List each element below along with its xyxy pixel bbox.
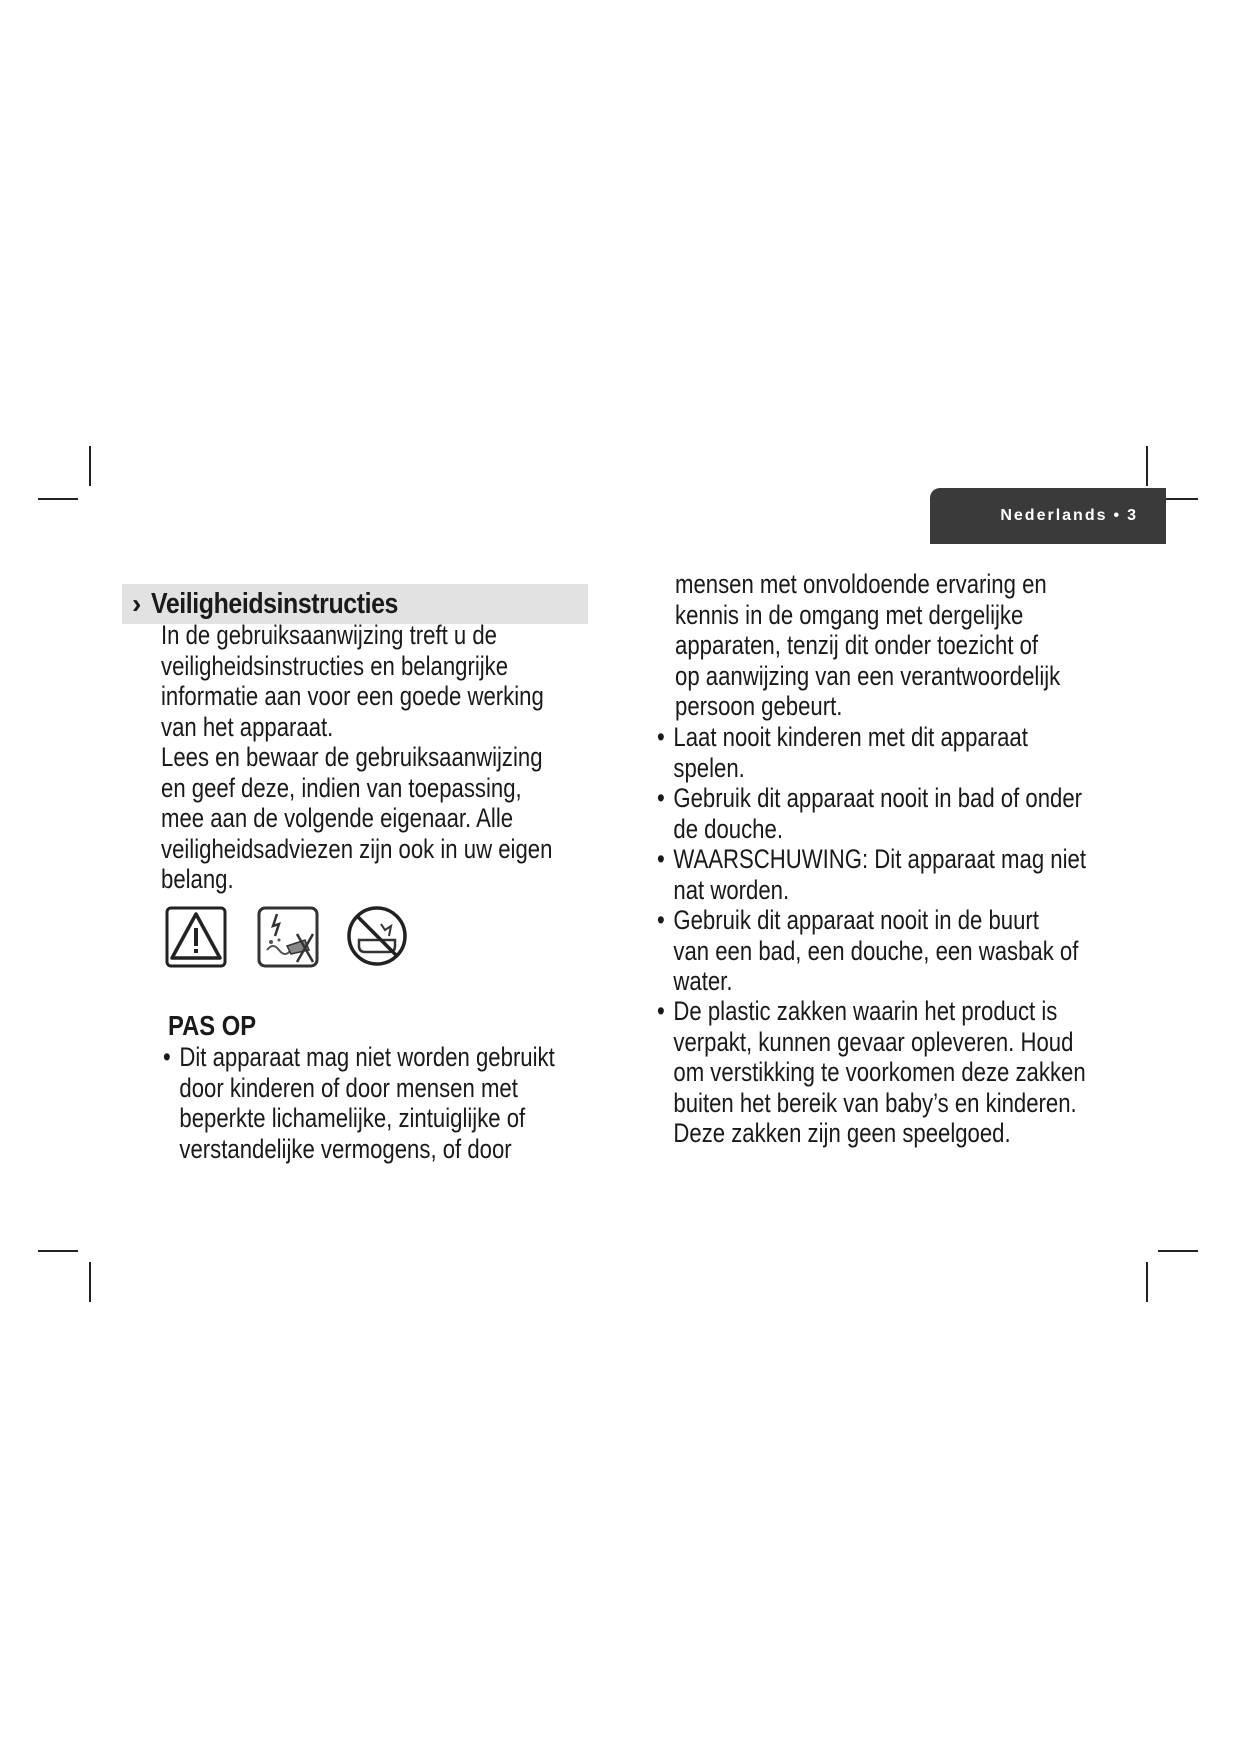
intro-line: In de gebruiksaanwijzing treft u de (161, 620, 497, 650)
crop-mark-bottom-right-horizontal (1158, 1250, 1198, 1252)
intro-line: en geef deze, indien van toepassing, (161, 772, 522, 803)
bullet-dot: • (657, 996, 665, 1026)
list-item-line: nat worden. (673, 874, 790, 905)
continuation-line: op aanwijzing van een verantwoordelijk (675, 660, 1061, 691)
warning-triangle-icon (165, 906, 227, 968)
crop-mark-top-left-vertical (89, 446, 91, 486)
list-item-line: de douche. (673, 813, 783, 844)
bullet-dot: • (657, 844, 665, 874)
intro-line: informatie aan voor een goede werking (161, 681, 544, 711)
crop-mark-top-left-horizontal (38, 498, 78, 500)
tab-separator: • (1113, 507, 1122, 524)
continuation-paragraph (675, 569, 1060, 722)
crop-mark-bottom-left-vertical (89, 1262, 91, 1302)
crop-mark-top-right-vertical (1146, 446, 1148, 486)
list-item-line: om verstikking te voorkomen deze zakken (673, 1057, 1086, 1087)
safety-icons (165, 906, 415, 972)
crop-mark-bottom-left-horizontal (38, 1250, 78, 1252)
continuation-line: mensen met onvoldoende ervaring en (675, 569, 1047, 599)
bullet-dot: • (163, 1042, 171, 1072)
intro-line: Lees en bewaar de gebruiksaanwijzing (161, 742, 543, 772)
page-tab (930, 488, 1166, 544)
list-item-line: WAARSCHUWING: Dit apparaat mag niet (673, 844, 1086, 874)
section-heading (122, 584, 588, 624)
list-item-line: water. (673, 966, 733, 996)
list-item-line: buiten het bereik van baby’s en kinderen. (673, 1087, 1077, 1118)
list-item-line: Gebruik dit apparaat nooit in de buurt (673, 905, 1039, 935)
intro-paragraph (161, 620, 552, 895)
language-label: Nederlands (1000, 507, 1108, 524)
list-item-line: van een bad, een douche, een wasbak of (673, 935, 1079, 966)
list-item-line: door kinderen of door mensen met (179, 1072, 518, 1103)
crop-mark-bottom-right-vertical (1146, 1262, 1148, 1302)
bullet-dot: • (657, 905, 665, 935)
intro-line: veiligheidsadviezen zijn ook in uw eigen (161, 833, 553, 864)
intro-line: van het apparaat. (161, 711, 334, 742)
intro-line: veiligheidsinstructies en belangrijke (161, 650, 509, 681)
list-item-line: Laat nooit kinderen met dit apparaat (673, 722, 1028, 752)
list-item-line: beperkte lichamelijke, zintuiglijke of (179, 1103, 526, 1133)
list-item-line: verstandelijke vermogens, of door (179, 1133, 512, 1164)
list-item-line: Dit apparaat mag niet worden gebruikt (179, 1042, 555, 1072)
chevron-right-icon: › (132, 588, 142, 619)
continuation-line: apparaten, tenzij dit onder toezicht of (675, 630, 1039, 660)
bullet-dot: • (657, 722, 665, 752)
no-spray-water-icon (257, 906, 319, 968)
list-item-line: verpakt, kunnen gevaar opleveren. Houd (673, 1026, 1074, 1057)
continuation-line: persoon gebeurt. (675, 691, 843, 721)
page-number: 3 (1127, 507, 1138, 524)
intro-line: belang. (161, 864, 234, 894)
intro-line: mee aan de volgende eigenaar. Alle (161, 803, 514, 833)
caution-title: PAS OP (168, 1010, 257, 1041)
list-item-line: spelen. (673, 752, 745, 783)
continuation-line: kennis in de omgang met dergelijke (675, 599, 1024, 630)
list-item-line: Deze zakken zijn geen speelgoed. (673, 1118, 1011, 1148)
bullet-dot: • (657, 783, 665, 813)
list-item-line: De plastic zakken waarin het product is (673, 996, 1058, 1026)
no-bathtub-icon (345, 904, 409, 968)
list-item-line: Gebruik dit apparaat nooit in bad of onder (673, 783, 1083, 813)
section-title: Veiligheidsinstructies (151, 587, 399, 620)
